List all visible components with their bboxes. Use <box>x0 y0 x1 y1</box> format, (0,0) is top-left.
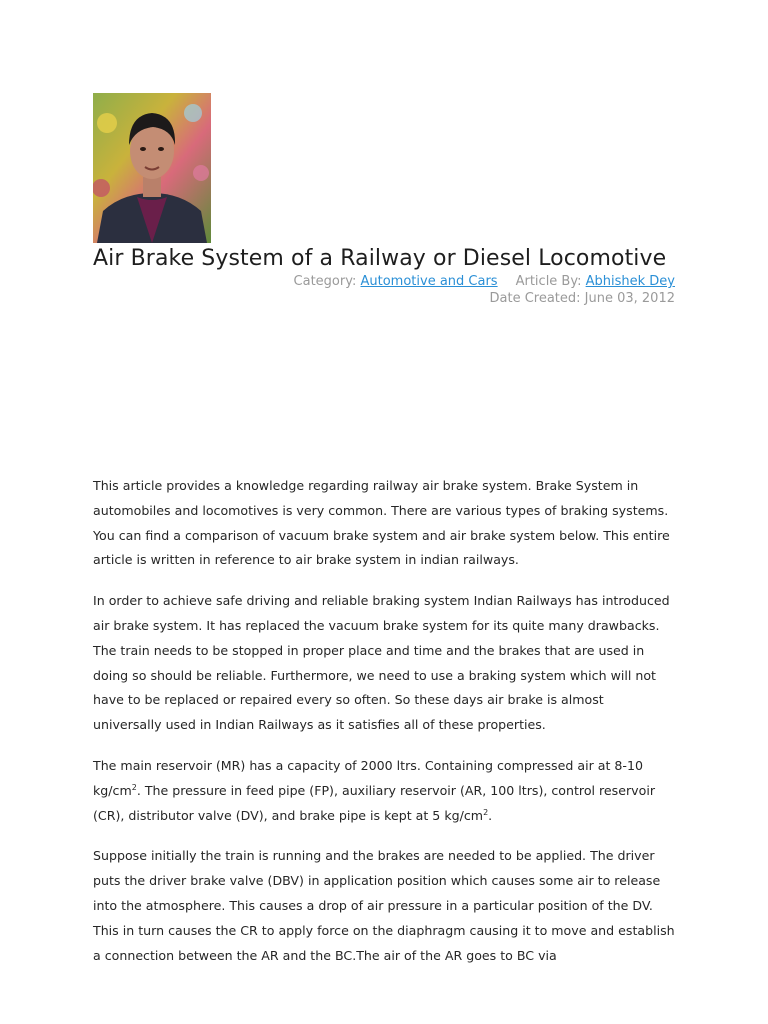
meta-line-1 <box>93 273 675 290</box>
date-created: Date Created: June 03, 2012 <box>489 291 675 306</box>
article-title: Air Brake System of a Railway or Diesel Locomotive <box>93 246 667 271</box>
paragraph-intro: This article provides a knowledge regarding railway air brake system. Brake System in automobiles and locomotives is very common. There are various types of braking systems. You can find a comparison of vacuum brake system and air brake system below. This entire article is written in reference to air brake system in indian railways. <box>93 478 670 568</box>
paragraph-brake-application: Suppose initially the train is running and the brakes are needed to be applied. The driver puts the driver brake valve (DBV) in application position which causes some air to release into the atmosphere. This causes a drop of air pressure in a particular position of the DV. This in turn causes the CR to apply force on the diaphragm causing it to move and establish a connection between the AR and the BC.The air of the AR goes to BC via <box>93 848 675 963</box>
paragraph-reservoir <box>93 754 675 828</box>
author-label: Article By: <box>515 274 582 289</box>
paragraph-reservoir-text-c: . <box>488 807 493 823</box>
article-body <box>93 474 675 984</box>
category-label: Category: <box>293 274 357 289</box>
author-photo <box>93 93 211 243</box>
superscript-2b: 2 <box>483 807 489 817</box>
superscript-2: 2 <box>131 782 137 792</box>
paragraph-introduction-air-brake: In order to achieve safe driving and reliable braking system Indian Railways has introduced air brake system. It has replaced the vacuum brake system for its quite many drawbacks. The train needs to be stopped in proper place and time and the brakes that are used in doing so should be reliable. Furthermore, we need to use a braking system which will not have to be replaced or repaired every so often. So these days air brake is almost universally used in Indian Railways as it satisfies all of these properties. <box>93 593 670 733</box>
article-header <box>93 93 675 307</box>
author-link[interactable]: Abhishek Dey <box>585 274 675 289</box>
paragraph-reservoir-text-b: . The pressure in feed pipe (FP), auxiliary reservoir (AR, 100 ltrs), control reservoir (CR), distributor valve (DV), and brake pipe is kept at 5 kg/cm <box>93 782 656 823</box>
category-link[interactable]: Automotive and Cars <box>360 274 498 289</box>
paragraph-reservoir-text-a: The main reservoir (MR) has a capacity of 2000 ltrs. Containing compressed air at 8-10 kg/cm <box>93 757 643 798</box>
author-portrait-image <box>93 93 211 243</box>
article-meta <box>93 273 675 307</box>
